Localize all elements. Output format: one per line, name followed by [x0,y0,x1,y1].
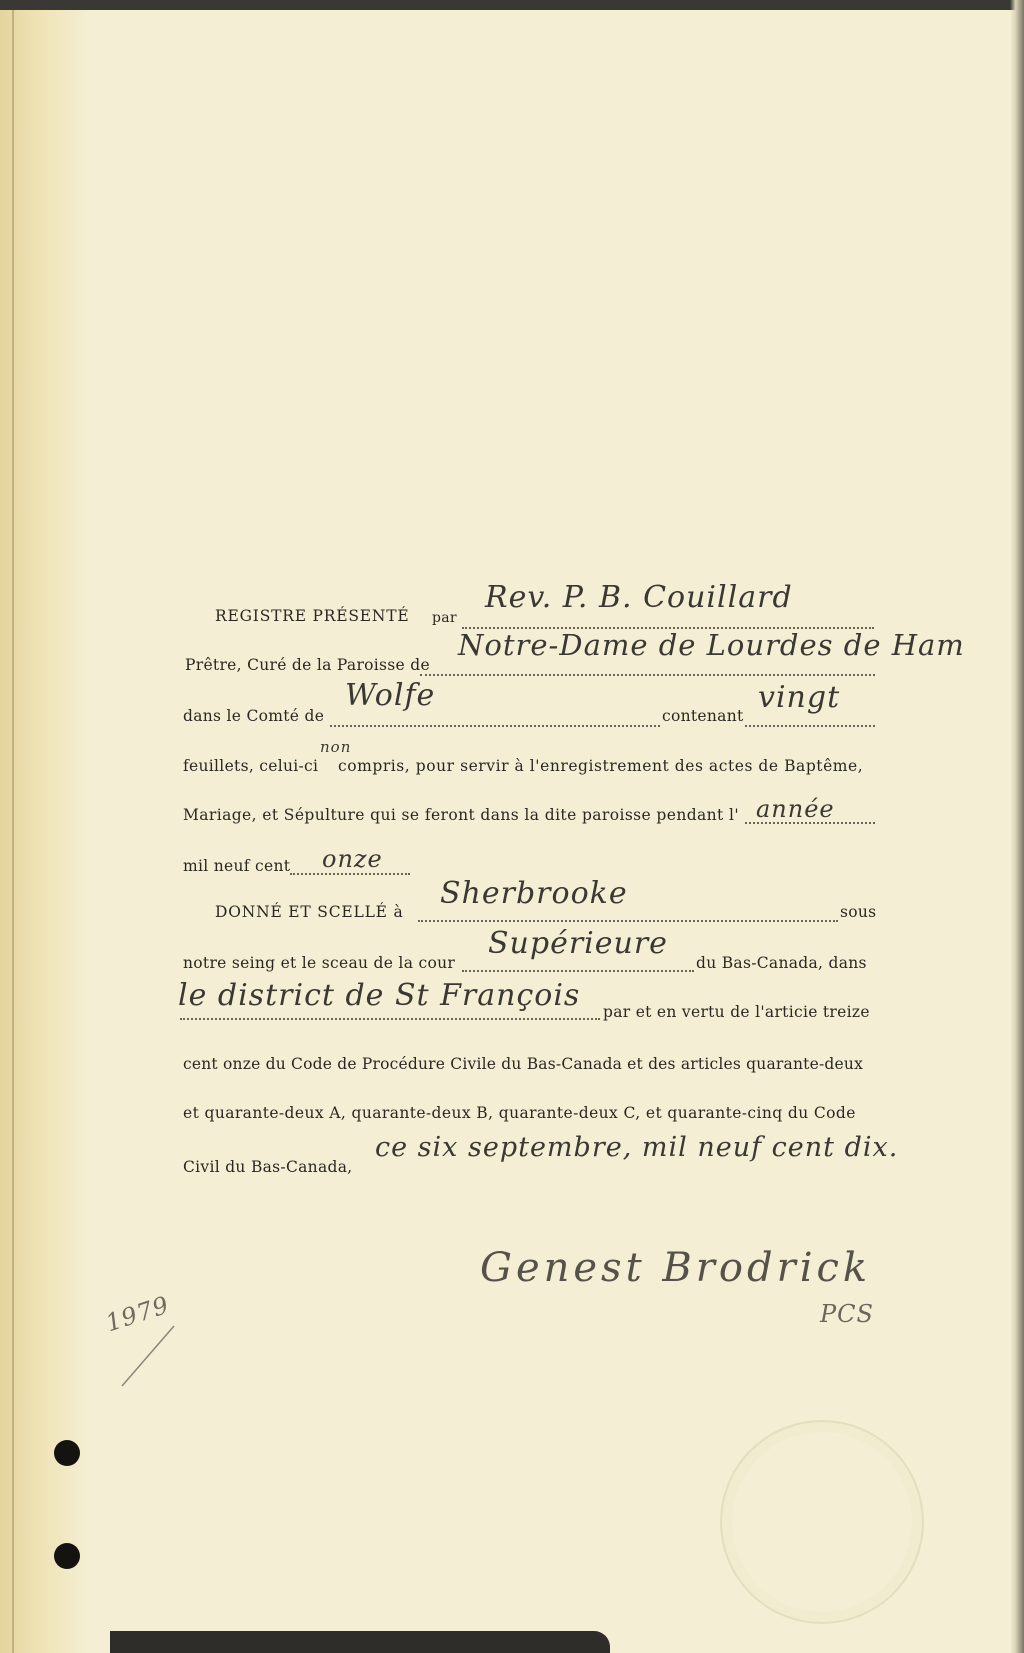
line5-label: Mariage, et Sépulture qui se feront dans la dite paroisse pendant l' [183,806,740,824]
line8-suffix: du Bas-Canada, dans [696,954,867,972]
handwritten-sheets: vingt [758,680,841,715]
handwritten-signature: Genest Brodrick [480,1245,872,1291]
handwritten-non: non [320,738,352,756]
line7-dots [418,920,838,922]
margin-note-slash [112,1322,182,1392]
handwritten-year: onze [322,845,383,873]
line8-dots [462,970,694,972]
handwritten-county: Wolfe [345,678,436,713]
line6-dots [290,873,410,875]
handwritten-date: ce six septembre, mil neuf cent dix. [375,1132,899,1163]
line9-suffix: par et en vertu de l'articie treize [603,1003,870,1021]
line2-dots [420,674,875,676]
line4-label: feuillets, celui-ci [183,757,319,775]
handwritten-year-word: année [756,795,835,823]
line3-dots-county [330,725,660,727]
line8-label: notre seing et le sceau de la cour [183,954,456,972]
handwritten-place: Sherbrooke [440,876,628,911]
line10: cent onze du Code de Procédure Civile du Bas-Canada et des articles quarante-deux [183,1055,864,1073]
handwritten-court: Supérieure [488,926,668,961]
line7-sous: sous [840,903,877,921]
handwritten-presented-by: Rev. P. B. Couillard [485,580,793,615]
line3-contenant: contenant [662,707,744,725]
line11: et quarante-deux A, quarante-deux B, quarante-deux C, et quarante-cinq du Code [183,1104,856,1122]
line9-dots [180,1018,600,1020]
line4-rest: compris, pour servir à l'enregistrement des actes de Baptême, [338,757,864,775]
line7-label: DONNÉ ET SCELLÉ à [215,903,404,921]
line6-label: mil neuf cent [183,857,291,875]
handwritten-margin-note: 1979 [102,1290,173,1338]
handwritten-signature-title: PCS [820,1300,874,1328]
handwritten-parish: Notre-Dame de Lourdes de Ham [458,628,965,662]
line3-label: dans le Comté de [183,707,325,725]
line3-dots-sheets [745,725,875,727]
line2-label: Prêtre, Curé de la Paroisse de [185,656,430,674]
line1-par: par [432,610,457,626]
handwritten-district: le district de St François [178,978,581,1013]
line12-label: Civil du Bas-Canada, [183,1158,353,1176]
line1-label: REGISTRE PRÉSENTÉ [215,607,410,625]
